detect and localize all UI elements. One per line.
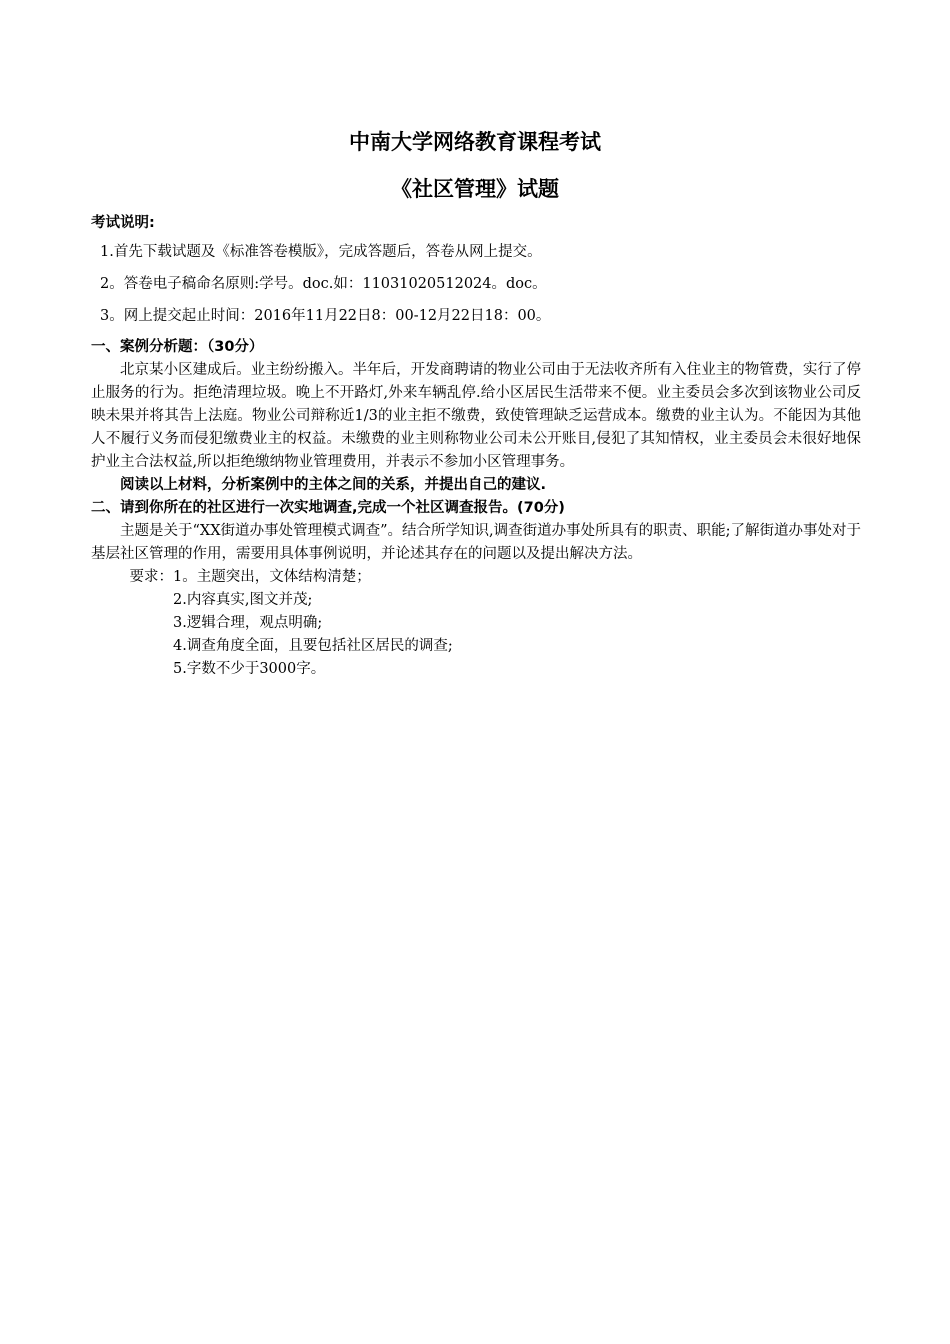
requirements-label: 要求： [129,569,173,585]
section2-heading: 二、请到你所在的社区进行一次实地调查,完成一个社区调查报告。(70分) [91,500,565,516]
requirement-item-3: 3.逻辑合理，观点明确; [173,615,323,631]
exam-note-3: 3。网上提交起止时间：2016年11月22日8：00-12月22日18：00。 [100,308,551,324]
course-title: 《社区管理》试题 [391,177,559,201]
requirement-item-2: 2.内容真实,图文并茂; [173,592,313,608]
exam-content [91,212,861,681]
requirement-item-1: 1。主题突出，文体结构清楚； [173,569,371,585]
requirement-item-4: 4.调查角度全面，且要包括社区居民的调查; [173,638,453,654]
requirement-item-5: 5.字数不少于3000字。 [173,661,326,677]
case-instruction: 阅读以上材料，分析案例中的主体之间的关系，并提出自己的建议. [120,477,547,493]
exam-note-2: 2。答卷电子稿命名原则:学号。doc.如：11031020512024。doc。 [100,276,547,292]
case-paragraph: 北京某小区建成后。业主纷纷搬入。半年后，开发商聘请的物业公司由于无法收齐所有入住业主的物管费，实行了停止服务的行为。拒绝清理垃圾。晚上不开路灯,外来车辆乱停.给小区居民生活带来不便。业主委员会多次到该物业公司反映未果并将其告上法庭。物业公司辩称近1/3的业主拒不缴费，致使管理缺乏运营成本。缴费的业主认为。不能因为其他人不履行义务而侵犯缴费业主的权益。未缴费的业主则称物业公司未公开账目,侵犯了其知情权，业主委员会未很好地保护业主合法权益,所以拒绝缴纳物业管理费用，并表示不参加小区管理事务。 [91,362,861,470]
exam-title: 中南大学网络教育课程考试 [349,130,601,154]
requirement-row-1 [91,566,861,589]
section1-heading: 一、案例分析题：（30分） [91,339,264,355]
topic-paragraph: 主题是关于“XX街道办事处管理模式调查”。结合所学知识,调查街道办事处所具有的职责、职能;了解街道办事处对于基层社区管理的作用，需要用具体事例说明，并论述其存在的问题以及提出解决方法。 [91,523,861,562]
exam-note-1: 1.首先下载试题及《标准答卷模版》，完成答题后，答卷从网上提交。 [100,244,542,260]
exam-notes-label: 考试说明: [91,215,155,231]
